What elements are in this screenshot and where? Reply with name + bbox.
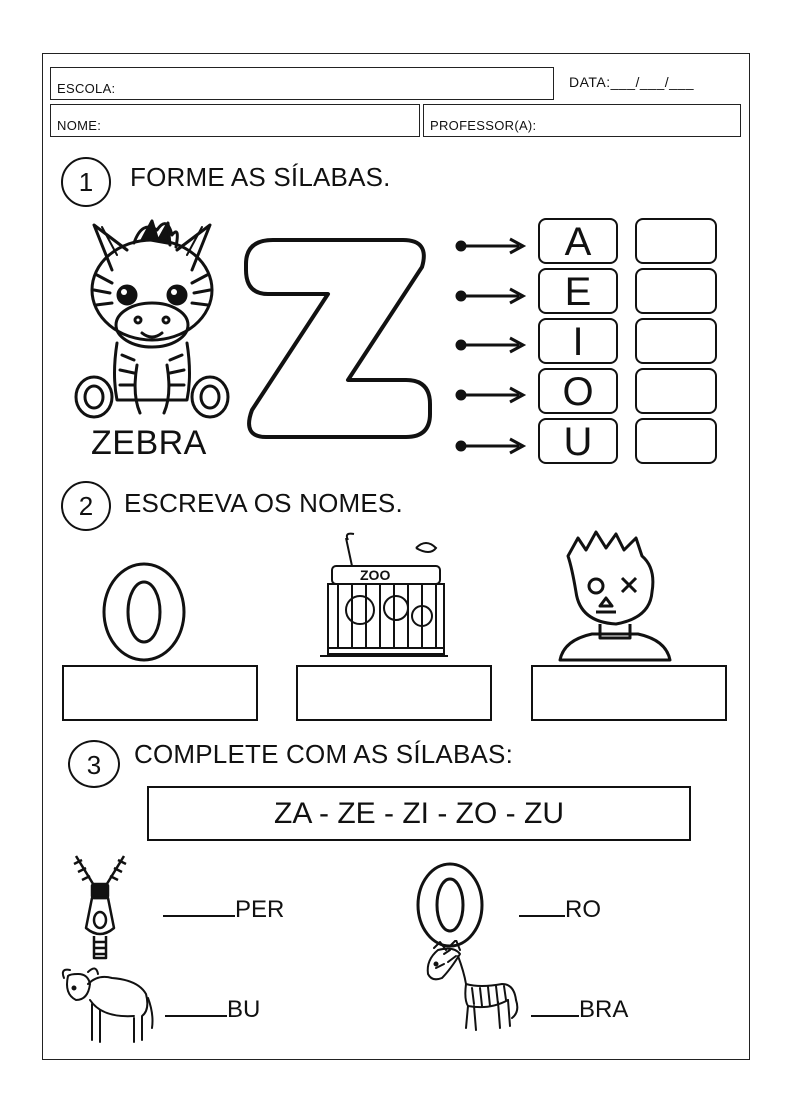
svg-text:ZOO: ZOO	[360, 567, 391, 583]
big-letter-z	[238, 232, 438, 444]
fill-in-line[interactable]	[519, 897, 565, 917]
zombie-icon	[556, 528, 674, 662]
teacher-label: PROFESSOR(A):	[430, 118, 537, 133]
school-field[interactable]	[50, 67, 554, 100]
section2-number: 2	[61, 481, 111, 531]
zebra-icon	[420, 940, 520, 1040]
fill-in-line[interactable]	[165, 997, 227, 1017]
zebra-cub-icon	[72, 215, 232, 420]
zebu-word-blank[interactable]	[165, 996, 260, 1024]
name-answer-box[interactable]	[296, 665, 492, 721]
syllable-answer-box[interactable]	[635, 218, 717, 264]
zipper-icon	[70, 852, 130, 960]
arrows-column	[455, 230, 530, 460]
zebra-word-blank[interactable]	[531, 996, 628, 1024]
zipper-suffix: PER	[235, 896, 285, 923]
syllable-answer-box[interactable]	[635, 368, 717, 414]
date-label: DATA:___/___/___	[569, 74, 695, 90]
section1-number: 1	[61, 157, 111, 207]
name-answer-box[interactable]	[62, 665, 258, 721]
syllable-answer-box[interactable]	[635, 318, 717, 364]
zero-word-blank[interactable]	[519, 896, 601, 924]
name-label: NOME:	[57, 118, 102, 133]
zero-suffix: RO	[565, 896, 601, 923]
zebra-caption: ZEBRA	[91, 424, 207, 462]
vowel-box-i: I	[538, 318, 618, 364]
teacher-field[interactable]	[423, 104, 741, 137]
name-answer-box[interactable]	[531, 665, 727, 721]
zero-number-icon	[100, 560, 188, 664]
syllable-answer-box[interactable]	[635, 268, 717, 314]
zoo-icon	[318, 528, 450, 660]
section2-title: ESCREVA OS NOMES.	[124, 488, 403, 518]
fill-in-line[interactable]	[531, 997, 579, 1017]
section3-number: 3	[68, 740, 120, 788]
zebra-suffix: BRA	[579, 996, 629, 1023]
zebu-icon	[58, 964, 158, 1046]
vowel-box-u: U	[538, 418, 618, 464]
section1-title: FORME AS SÍLABAS.	[130, 162, 391, 192]
vowel-box-e: E	[538, 268, 618, 314]
vowel-box-o: O	[538, 368, 618, 414]
zipper-word-blank[interactable]	[163, 896, 284, 924]
vowel-box-a: A	[538, 218, 618, 264]
zebu-suffix: BU	[227, 996, 261, 1023]
name-field[interactable]	[50, 104, 420, 137]
syllable-answer-box[interactable]	[635, 418, 717, 464]
zero-icon	[414, 860, 486, 950]
school-label: ESCOLA:	[57, 81, 116, 96]
fill-in-line[interactable]	[163, 897, 235, 917]
section3-title: COMPLETE COM AS SÍLABAS:	[134, 739, 514, 769]
syllables-box: ZA - ZE - ZI - ZO - ZU	[147, 786, 691, 841]
